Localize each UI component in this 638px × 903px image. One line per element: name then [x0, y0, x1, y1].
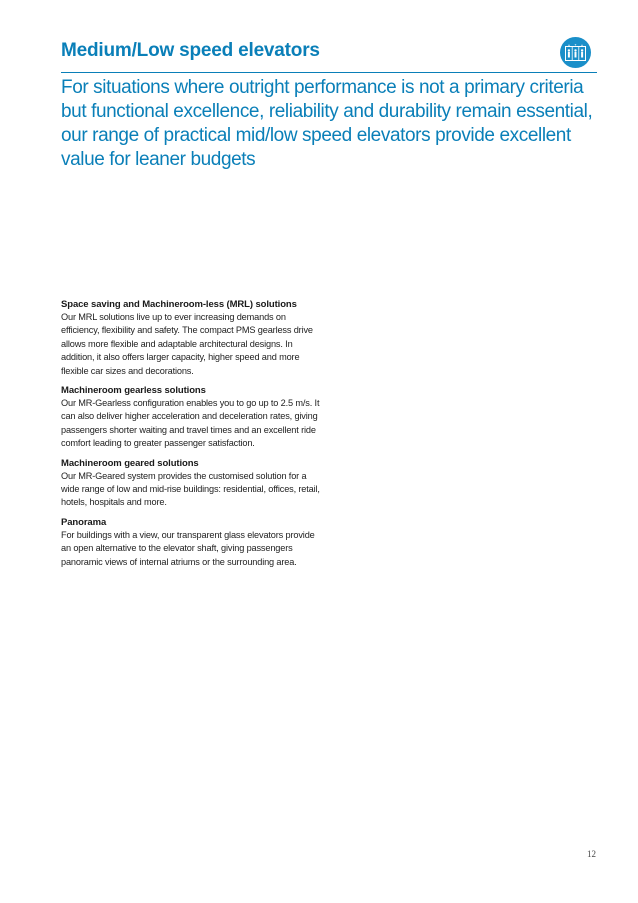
section-heading: Panorama — [61, 516, 107, 528]
page-title: Medium/Low speed elevators — [61, 40, 320, 61]
section-panorama — [61, 516, 323, 569]
page-number: 12 — [587, 849, 596, 859]
section-mrl-solutions — [61, 298, 323, 378]
section-body: Our MR-Geared system provides the customised solution for a wide range of low and mid-rise buildings: residential, offices, retail, hotels, hospitals and more. — [61, 470, 320, 508]
solutions-column — [61, 298, 323, 575]
elevator-group-icon — [560, 37, 591, 68]
section-heading: Space saving and Machineroom-less (MRL) solutions — [61, 299, 297, 310]
section-gearless-solutions — [61, 384, 323, 451]
section-body: Our MR-Gearless configuration enables you to go up to 2.5 m/s. It can also deliver higher acceleration and deceleration rates, giving passengers shorter waiting and travel times and an excellent ride comfort leading to greater passenger satisfaction. — [61, 398, 320, 449]
section-heading: Machineroom geared solutions — [61, 457, 199, 469]
section-body: Our MRL solutions live up to ever increasing demands on efficiency, flexibility and safety. The compact PMS gearless drive allows more flexible and adaptable architectural designs. In addition, it also offers larger capacity, higher speed and more flexible car sizes and decorations. — [61, 312, 313, 376]
intro-statement: For situations where outright performance is not a primary criteria but functional excellence, reliability and durability remain essential, our range of practical mid/low speed elevators provide excellent value for leaner budgets — [61, 77, 593, 170]
title-divider — [61, 72, 597, 73]
section-geared-solutions — [61, 457, 323, 510]
section-heading: Machineroom gearless solutions — [61, 385, 206, 397]
section-body: For buildings with a view, our transparent glass elevators provide an open alternative to the elevator shaft, giving passengers panoramic views of internal atriums or the surrounding area. — [61, 529, 315, 567]
